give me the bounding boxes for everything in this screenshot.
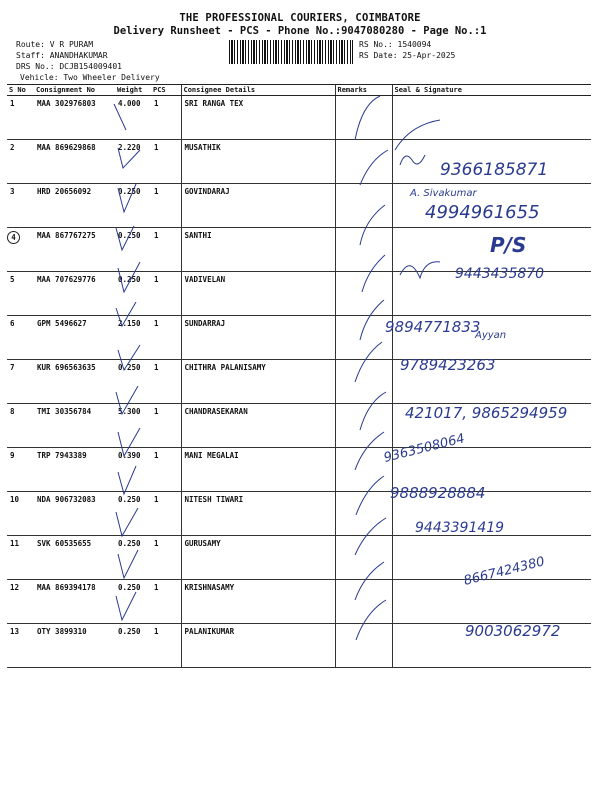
sno-cell-text: 9 xyxy=(10,451,15,460)
weight-cell-text: 4.000 xyxy=(118,99,141,108)
sno-cell xyxy=(7,360,34,404)
sno-cell-text: 12 xyxy=(10,583,20,592)
consignment-cell-text: NDA 906732083 xyxy=(37,495,96,504)
pcs-cell xyxy=(151,624,181,668)
consignee-cell xyxy=(181,404,335,448)
signature-cell xyxy=(392,404,591,448)
pcs-cell-text: 1 xyxy=(154,407,159,416)
consignment-cell xyxy=(34,140,115,184)
pcs-cell xyxy=(151,272,181,316)
consignee-cell-text: NITESH TIWARI xyxy=(184,495,244,504)
handwriting-row10: 9888928884 xyxy=(390,484,486,502)
weight-cell xyxy=(115,228,151,272)
consignee-cell xyxy=(181,492,335,536)
handwriting-row2: 9366185871 xyxy=(440,160,549,180)
consignment-cell-text: GPM 5496627 xyxy=(37,319,87,328)
col-consignment: Consignment No xyxy=(34,85,115,96)
pcs-cell xyxy=(151,448,181,492)
consignee-cell-text: MUSATHIK xyxy=(184,143,221,152)
handwriting-row7: 9789423263 xyxy=(400,356,496,374)
sno-cell-text: 10 xyxy=(10,495,20,504)
sno-cell-text: 3 xyxy=(10,187,15,196)
signature-cell xyxy=(392,448,591,492)
consignee-cell xyxy=(181,96,335,140)
signature-cell xyxy=(392,140,591,184)
consignee-cell-text: VADIVELAN xyxy=(184,275,226,284)
weight-cell xyxy=(115,580,151,624)
sno-cell xyxy=(7,316,34,360)
pcs-cell xyxy=(151,580,181,624)
barcode xyxy=(229,40,353,64)
handwriting-row9: 9363508064 xyxy=(382,431,467,466)
sno-cell xyxy=(7,448,34,492)
pcs-cell-text: 1 xyxy=(154,99,159,108)
weight-cell xyxy=(115,624,151,668)
consignment-cell-text: OTY 3899310 xyxy=(37,627,87,636)
pcs-cell xyxy=(151,228,181,272)
consignment-cell-text: HRD 20656092 xyxy=(37,187,92,196)
handwriting-row6-name: Ayyan xyxy=(475,330,507,341)
pcs-cell xyxy=(151,536,181,580)
remarks-cell xyxy=(335,228,392,272)
weight-cell-text: 2.150 xyxy=(118,319,141,328)
weight-cell-text: 0.250 xyxy=(118,583,141,592)
pcs-cell xyxy=(151,184,181,228)
signature-cell xyxy=(392,272,591,316)
handwriting-row3-phone: 4994961655 xyxy=(425,202,540,223)
consignment-cell xyxy=(34,404,115,448)
consignee-cell-text: SRI RANGA TEX xyxy=(184,99,244,108)
sno-cell xyxy=(7,624,34,668)
consignee-cell xyxy=(181,316,335,360)
remarks-cell xyxy=(335,536,392,580)
signature-cell xyxy=(392,228,591,272)
signature-cell xyxy=(392,492,591,536)
consignee-cell xyxy=(181,272,335,316)
company-title: THE PROFESSIONAL COURIERS, COIMBATORE xyxy=(179,12,421,24)
weight-cell-text: 0.250 xyxy=(118,275,141,284)
consignment-cell xyxy=(34,184,115,228)
consignment-cell xyxy=(34,580,115,624)
col-pcs: PCS xyxy=(151,85,181,96)
weight-cell-text: 5.300 xyxy=(118,407,141,416)
remarks-cell xyxy=(335,272,392,316)
pcs-cell xyxy=(151,316,181,360)
consignment-cell xyxy=(34,492,115,536)
runsheet-subtitle: Delivery Runsheet - PCS - Phone No.:9047080280 - Page No.:1 xyxy=(113,25,487,37)
consignment-cell xyxy=(34,448,115,492)
consignee-cell xyxy=(181,184,335,228)
sno-cell-text: 13 xyxy=(10,627,20,636)
weight-cell xyxy=(115,360,151,404)
consignee-cell xyxy=(181,580,335,624)
consignment-cell-text: MAA 867767275 xyxy=(37,231,96,240)
remarks-cell xyxy=(335,624,392,668)
consignee-cell-text: MANI MEGALAI xyxy=(184,451,239,460)
consignment-cell-text: TRP 7943389 xyxy=(37,451,87,460)
consignee-cell-text: CHANDRASEKARAN xyxy=(184,407,248,416)
weight-cell xyxy=(115,404,151,448)
table-header-row xyxy=(7,85,591,96)
consignee-cell-text: CHITHRA PALANISAMY xyxy=(184,363,266,372)
consignee-cell-text: SANTHI xyxy=(184,231,212,240)
consignment-cell-text: TMI 30356784 xyxy=(37,407,92,416)
remarks-cell xyxy=(335,316,392,360)
remarks-cell xyxy=(335,404,392,448)
signature-cell xyxy=(392,536,591,580)
consignment-cell-text: KUR 696563635 xyxy=(37,363,96,372)
handwriting-row3-name: A. Sivakumar xyxy=(410,188,477,199)
consignment-cell-text: MAA 302976803 xyxy=(37,99,96,108)
pcs-cell-text: 1 xyxy=(154,275,159,284)
consignment-cell-text: MAA 869394178 xyxy=(37,583,96,592)
pcs-cell-text: 1 xyxy=(154,539,159,548)
pcs-cell-text: 1 xyxy=(154,451,159,460)
remarks-cell xyxy=(335,580,392,624)
consignee-cell-text: KRISHNASAMY xyxy=(184,583,235,592)
remarks-cell xyxy=(335,492,392,536)
consignment-cell xyxy=(34,316,115,360)
weight-cell xyxy=(115,140,151,184)
handwriting-row8: 421017, 9865294959 xyxy=(405,404,568,422)
rs-date: RS Date: 25-Apr-2025 xyxy=(359,51,456,60)
consignee-cell-text: PALANIKUMAR xyxy=(184,627,235,636)
handwriting-row4: P/S xyxy=(490,233,527,257)
table-row xyxy=(7,140,591,184)
table-row xyxy=(7,404,591,448)
handwriting-row5: 9443435870 xyxy=(455,266,545,282)
consignee-cell xyxy=(181,536,335,580)
runsheet-table xyxy=(7,84,591,668)
pcs-cell xyxy=(151,492,181,536)
consignee-cell xyxy=(181,624,335,668)
consignment-cell xyxy=(34,624,115,668)
table-row xyxy=(7,448,591,492)
weight-cell-text: 0.250 xyxy=(118,231,141,240)
weight-cell xyxy=(115,96,151,140)
pcs-cell-text: 1 xyxy=(154,495,159,504)
sno-cell-text: 1 xyxy=(10,99,15,108)
pcs-cell-text: 1 xyxy=(154,627,159,636)
vehicle-label: Vehicle: Two Wheeler Delivery xyxy=(20,73,160,82)
sno-cell xyxy=(7,96,34,140)
table-row xyxy=(7,580,591,624)
table-row xyxy=(7,96,591,140)
sno-cell-text: 8 xyxy=(10,407,15,416)
table-row xyxy=(7,536,591,580)
signature-cell xyxy=(392,96,591,140)
sno-cell xyxy=(7,140,34,184)
table-row xyxy=(7,492,591,536)
handwriting-row13: 9003062972 xyxy=(465,622,561,640)
sno-cell-text: 6 xyxy=(10,319,15,328)
consignee-cell xyxy=(181,360,335,404)
signature-cell xyxy=(392,360,591,404)
weight-cell-text: 0.250 xyxy=(118,363,141,372)
weight-cell xyxy=(115,492,151,536)
remarks-cell xyxy=(335,448,392,492)
sno-cell-text: 7 xyxy=(10,363,15,372)
sno-cell-text: 5 xyxy=(10,275,15,284)
weight-cell xyxy=(115,184,151,228)
consignee-cell-text: GOVINDARAJ xyxy=(184,187,230,196)
pcs-cell xyxy=(151,140,181,184)
pcs-cell xyxy=(151,96,181,140)
signature-cell xyxy=(392,184,591,228)
weight-cell-text: 0.250 xyxy=(118,187,141,196)
consignment-cell xyxy=(34,96,115,140)
pcs-cell-text: 1 xyxy=(154,363,159,372)
route-label: Route: V R PURAM xyxy=(16,40,94,49)
remarks-cell xyxy=(335,140,392,184)
sno-cell xyxy=(7,184,34,228)
consignment-cell-text: SVK 60535655 xyxy=(37,539,92,548)
sno-cell xyxy=(7,536,34,580)
pcs-cell xyxy=(151,404,181,448)
col-sno: S No xyxy=(7,85,34,96)
rs-number: RS No.: 1540094 xyxy=(359,40,432,49)
consignment-cell xyxy=(34,536,115,580)
col-consignee: Consignee Details xyxy=(181,85,335,96)
consignment-cell xyxy=(34,228,115,272)
table-row xyxy=(7,316,591,360)
remarks-cell xyxy=(335,184,392,228)
weight-cell xyxy=(115,272,151,316)
consignee-cell-text: SUNDARRAJ xyxy=(184,319,226,328)
col-remarks: Remarks xyxy=(335,85,392,96)
sno-cell-text: 2 xyxy=(10,143,15,152)
consignment-cell xyxy=(34,360,115,404)
sno-cell xyxy=(7,404,34,448)
sno-cell xyxy=(7,272,34,316)
handwriting-row12: 8667424380 xyxy=(462,554,547,589)
table-row xyxy=(7,184,591,228)
weight-cell xyxy=(115,448,151,492)
pcs-cell-text: 1 xyxy=(154,187,159,196)
handwriting-row11: 9443391419 xyxy=(415,520,505,536)
pcs-cell-text: 1 xyxy=(154,319,159,328)
signature-cell xyxy=(392,580,591,624)
weight-cell-text: 2.220 xyxy=(118,143,141,152)
drs-label: DRS No.: DCJB154009401 xyxy=(16,62,122,71)
table-row xyxy=(7,228,591,272)
sno-cell-text: 4 xyxy=(7,231,20,244)
staff-label: Staff: ANANDHAKUMAR xyxy=(16,51,108,60)
signature-cell xyxy=(392,316,591,360)
weight-cell xyxy=(115,536,151,580)
consignment-cell-text: MAA 869629868 xyxy=(37,143,96,152)
sno-cell xyxy=(7,580,34,624)
pcs-cell xyxy=(151,360,181,404)
remarks-cell xyxy=(335,360,392,404)
weight-cell xyxy=(115,316,151,360)
sno-cell xyxy=(7,228,34,272)
pcs-cell-text: 1 xyxy=(154,231,159,240)
weight-cell-text: 0.250 xyxy=(118,495,141,504)
table-row xyxy=(7,624,591,668)
table-row xyxy=(7,272,591,316)
sno-cell-text: 11 xyxy=(10,539,20,548)
sno-cell xyxy=(7,492,34,536)
remarks-cell xyxy=(335,96,392,140)
consignee-cell xyxy=(181,448,335,492)
weight-cell-text: 0.390 xyxy=(118,451,141,460)
consignee-cell xyxy=(181,140,335,184)
consignee-cell xyxy=(181,228,335,272)
weight-cell-text: 0.250 xyxy=(118,539,141,548)
consignment-cell xyxy=(34,272,115,316)
col-signature: Seal & Signature xyxy=(392,85,591,96)
consignee-cell-text: GURUSAMY xyxy=(184,539,221,548)
pcs-cell-text: 1 xyxy=(154,143,159,152)
table-row xyxy=(7,360,591,404)
consignment-cell-text: MAA 707629776 xyxy=(37,275,96,284)
col-weight: Weight xyxy=(115,85,151,96)
weight-cell-text: 0.250 xyxy=(118,627,141,636)
signature-cell xyxy=(392,624,591,668)
pcs-cell-text: 1 xyxy=(154,583,159,592)
handwriting-row6-phone: 9894771833 xyxy=(385,318,481,336)
